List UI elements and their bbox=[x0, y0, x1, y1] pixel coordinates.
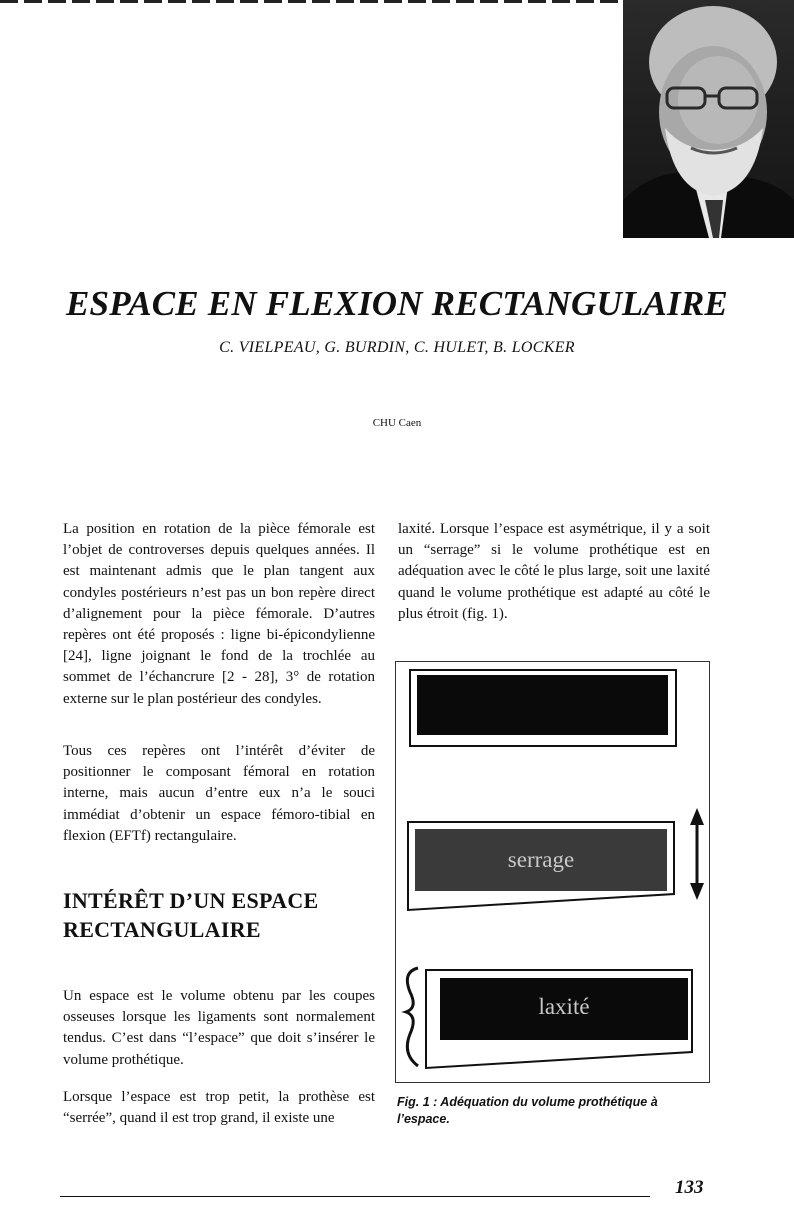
article-authors: C. VIELPEAU, G. BURDIN, C. HULET, B. LOCKER bbox=[219, 339, 575, 356]
prosthesis-block-fit bbox=[417, 675, 668, 735]
page-number: 133 bbox=[675, 1177, 704, 1198]
section-heading: INTÉRÊT D’UN ESPACE RECTANGULAIRE bbox=[63, 888, 319, 942]
figure-1-diagram bbox=[396, 662, 711, 1084]
paragraph-3: Un espace est le volume obtenu par les coupes osseuses lorsque les ligaments sont normalement tendus. C’est dans “l’espace” que doit s’insérer le volume prothétique. bbox=[63, 988, 375, 1068]
curly-brace-icon bbox=[406, 968, 418, 1066]
paragraph-4: Lorsque l’espace est trop petit, la prothèse est “serrée”, quand il est trop grand, il existe une bbox=[63, 1089, 375, 1127]
article-title: ESPACE EN FLEXION RECTANGULAIRE bbox=[66, 284, 728, 323]
label-laxite: laxité bbox=[538, 994, 590, 1019]
paragraph-5: laxité. Lorsque l’espace est asymétrique, il y a soit un “serrage” si le volume prothétique est en adéquation avec le côté le plus large, soit une laxité quand le volume prothétique est adapté au côté le plus étroit (fig. 1). bbox=[398, 521, 710, 622]
figure-caption: Fig. 1 : Adéquation du volume prothétique à l’espace. bbox=[397, 1095, 658, 1126]
arrow-up-icon bbox=[690, 808, 704, 825]
label-serrage: serrage bbox=[507, 847, 575, 872]
author-portrait-photo bbox=[623, 0, 794, 238]
footer-rule bbox=[60, 1196, 650, 1197]
author-affiliation: CHU Caen bbox=[372, 417, 422, 429]
paragraph-2: Tous ces repères ont l’intérêt d’éviter de positionner le composant fémoral en rotation interne, mais aucun d’entre eux n’a le souci immédiat d’obtenir un espace fémoro-tibial en flexion (EFTf) rectangulaire. bbox=[63, 743, 375, 844]
paragraph-1: La position en rotation de la pièce fémorale est l’objet de controverses depuis quelques années. Il est maintenant admis que le plan tangent aux condyles postérieurs n’est pas un bon repère direct d’alignement pour la pièce fémorale. D’autres repères ont été proposés : ligne bi-épicondylienne [24], ligne joignant le fond de la trochlée au sommet de l’échancrure [2 - 28], 3° de rotation externe sur le plan postérieur des condyles. bbox=[63, 521, 375, 707]
arrow-down-icon bbox=[690, 883, 704, 900]
figure-1 bbox=[395, 661, 710, 1083]
